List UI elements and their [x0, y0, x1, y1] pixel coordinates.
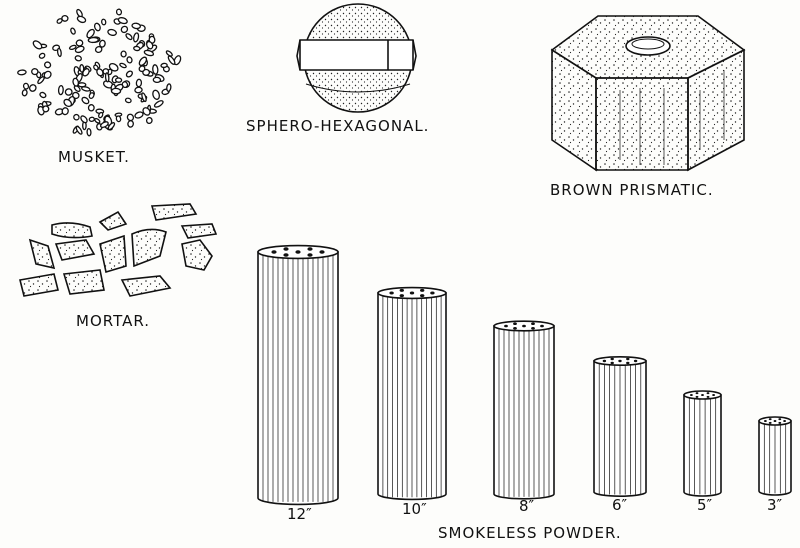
musket-grain	[39, 91, 47, 98]
musket-grains	[17, 9, 181, 136]
size-label-6: 6″	[612, 496, 628, 514]
musket-grain	[133, 33, 139, 43]
size-label-5: 5″	[697, 496, 713, 514]
label-brown-prismatic: BROWN PRISMATIC.	[550, 181, 714, 199]
size-label-12: 12″	[287, 505, 312, 523]
smokeless-cylinder-3	[594, 357, 646, 496]
musket-grain	[125, 70, 133, 78]
musket-grain	[152, 65, 158, 75]
label-smokeless-powder: SMOKELESS POWDER.	[438, 524, 622, 542]
musket-grain	[133, 46, 140, 51]
musket-grain	[94, 118, 101, 124]
musket-grain	[73, 114, 80, 121]
musket-grain	[116, 116, 121, 122]
label-mortar: MORTAR.	[76, 312, 150, 330]
musket-grain	[111, 88, 120, 94]
musket-grain	[88, 37, 98, 42]
musket-grain	[115, 78, 121, 83]
musket-grain	[75, 126, 83, 135]
musket-grain	[120, 25, 129, 34]
musket-grain	[153, 77, 160, 82]
musket-grain	[76, 40, 83, 47]
musket-grain	[57, 48, 62, 57]
mortar-grains	[20, 204, 216, 296]
musket-grain	[89, 117, 95, 122]
brown-prismatic-grain	[552, 16, 744, 170]
musket-grain	[32, 39, 43, 50]
musket-grain	[121, 51, 126, 57]
musket-grain	[119, 62, 127, 68]
musket-grain	[88, 105, 94, 111]
musket-grain	[136, 79, 142, 87]
musket-grain	[23, 83, 29, 90]
musket-grain	[88, 92, 94, 99]
musket-grain	[70, 27, 76, 34]
musket-grain	[105, 73, 109, 82]
smokeless-cylinder-1	[378, 288, 446, 500]
musket-grain	[126, 56, 132, 63]
musket-grain	[76, 15, 86, 23]
musket-grain	[116, 9, 122, 15]
size-label-10: 10″	[402, 500, 427, 518]
musket-grain	[65, 88, 72, 95]
musket-grain	[17, 70, 26, 75]
label-musket: MUSKET.	[58, 148, 130, 166]
musket-grain	[101, 19, 106, 25]
size-label-3: 3″	[767, 496, 783, 514]
musket-grain	[44, 61, 52, 69]
musket-grain	[39, 52, 46, 59]
sphero-hexagonal-grain	[297, 4, 416, 112]
musket-grain	[62, 107, 69, 115]
smokeless-cylinder-5	[759, 417, 791, 495]
musket-grain	[107, 29, 117, 37]
smokeless-cylinder-2	[494, 321, 554, 499]
musket-grain	[99, 40, 106, 48]
musket-grain	[42, 105, 49, 112]
size-label-8: 8″	[519, 497, 535, 515]
label-sphero-hexagonal: SPHERO-HEXAGONAL.	[246, 117, 430, 135]
musket-grain	[62, 15, 68, 21]
musket-grain	[28, 83, 37, 92]
musket-grain	[81, 96, 90, 105]
musket-grain	[167, 55, 176, 65]
smokeless-cylinder-4	[684, 391, 721, 496]
musket-grain	[58, 85, 63, 94]
musket-grain	[132, 23, 141, 29]
musket-grain	[166, 84, 171, 92]
musket-grain	[81, 86, 90, 92]
musket-grain	[94, 23, 102, 32]
musket-grain	[22, 89, 27, 96]
musket-grain	[134, 111, 144, 119]
musket-grain	[75, 55, 82, 61]
musket-grain	[154, 99, 164, 108]
musket-grain	[161, 63, 168, 68]
musket-grain	[31, 68, 38, 74]
musket-grain	[87, 128, 91, 135]
musket-grain	[128, 120, 134, 127]
musket-grain	[125, 33, 133, 41]
musket-grain	[80, 115, 89, 124]
musket-grain	[152, 89, 161, 100]
musket-grain	[146, 117, 152, 124]
musket-grain	[135, 87, 143, 93]
smokeless-powder-cylinders	[258, 246, 791, 505]
smokeless-cylinder-0	[258, 246, 338, 505]
musket-grain	[125, 98, 132, 104]
